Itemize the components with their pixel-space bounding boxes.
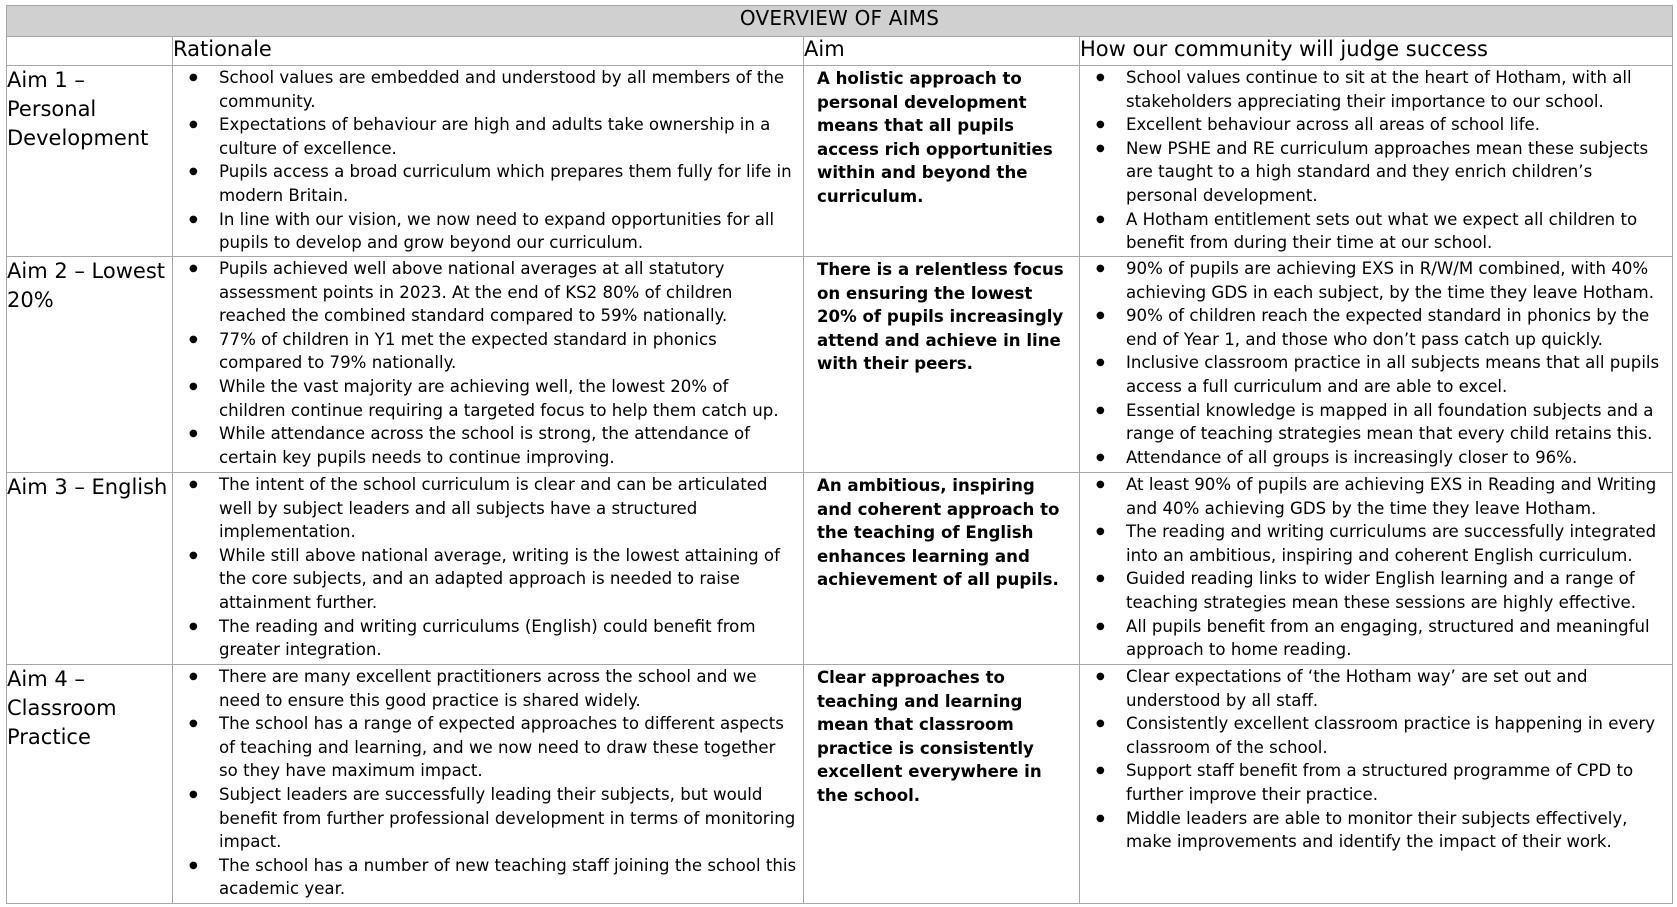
rationale-list	[173, 66, 803, 255]
rationale-item: ● There are many excellent practitioners across the school and we need to ensure this good practice is shared widely.	[173, 665, 803, 712]
success-cell	[1080, 473, 1673, 665]
aim-label: Aim 3 – English	[7, 473, 173, 665]
rationale-item: ● While the vast majority are achieving well, the lowest 20% of children continue requiring a targeted focus to help them catch up.	[173, 375, 803, 422]
rationale-item: ● The reading and writing curriculums (English) could benefit from greater integration.	[173, 615, 803, 662]
rationale-list	[173, 473, 803, 662]
header-aim: Aim	[804, 37, 1080, 66]
success-list	[1080, 257, 1672, 469]
header-rationale: Rationale	[173, 37, 804, 66]
rationale-item: ● 77% of children in Y1 met the expected standard in phonics compared to 79% nationally.	[173, 328, 803, 375]
aim-cell	[804, 66, 1080, 257]
success-item: ● Guided reading links to wider English learning and a range of teaching strategies mean these sessions are highly effective.	[1080, 567, 1672, 614]
rationale-cell	[173, 665, 804, 904]
success-list	[1080, 66, 1672, 255]
rationale-item: ● The intent of the school curriculum is clear and can be articulated well by subject leaders and all subjects have a structured implementation.	[173, 473, 803, 544]
success-item: ● Attendance of all groups is increasingly closer to 96%.	[1080, 446, 1672, 470]
aim-label: Aim 1 – Personal Development	[7, 66, 173, 257]
success-item: ● New PSHE and RE curriculum approaches mean these subjects are taught to a high standard and they enrich children’s personal development.	[1080, 137, 1672, 208]
success-cell	[1080, 66, 1673, 257]
success-item: ● The reading and writing curriculums are successfully integrated into an ambitious, inspiring and coherent English curriculum.	[1080, 520, 1672, 567]
aim-label: Aim 4 – Classroom Practice	[7, 665, 173, 904]
aim-statement: A holistic approach to personal development means that all pupils access rich opportunities within and beyond the curriculum.	[817, 69, 1053, 206]
aim-cell	[804, 257, 1080, 473]
success-item: ● Inclusive classroom practice in all subjects means that all pupils access a full curriculum and are able to excel.	[1080, 351, 1672, 398]
rationale-item: ● Subject leaders are successfully leading their subjects, but would benefit from further professional development in terms of monitoring impact.	[173, 783, 803, 854]
aim-statement: Clear approaches to teaching and learning mean that classroom practice is consistently excellent everywhere in the school.	[817, 668, 1042, 805]
aim-row	[7, 665, 1673, 904]
success-item: ● Support staff benefit from a structured programme of CPD to further improve their practice.	[1080, 759, 1672, 806]
rationale-item: ● School values are embedded and understood by all members of the community.	[173, 66, 803, 113]
success-item: ● Middle leaders are able to monitor their subjects effectively, make improvements and identify the impact of their work.	[1080, 807, 1672, 854]
rationale-list	[173, 257, 803, 469]
success-item: ● 90% of pupils are achieving EXS in R/W/M combined, with 40% achieving GDS in each subject, by the time they leave Hotham.	[1080, 257, 1672, 304]
rationale-item: ● Pupils access a broad curriculum which prepares them fully for life in modern Britain.	[173, 160, 803, 207]
success-item: ● Excellent behaviour across all areas of school life.	[1080, 113, 1672, 137]
success-item: ● Consistently excellent classroom practice is happening in every classroom of the school.	[1080, 712, 1672, 759]
success-list	[1080, 665, 1672, 854]
header-success: How our community will judge success	[1080, 37, 1673, 66]
success-item: ● At least 90% of pupils are achieving EXS in Reading and Writing and 40% achieving GDS by the time they leave Hotham.	[1080, 473, 1672, 520]
rationale-cell	[173, 66, 804, 257]
rationale-cell	[173, 473, 804, 665]
rationale-item: ● While attendance across the school is strong, the attendance of certain key pupils needs to continue improving.	[173, 422, 803, 469]
rationale-item: ● Pupils achieved well above national averages at all statutory assessment points in 2023. At the end of KS2 80% of children reached the combined standard compared to 59% nationally.	[173, 257, 803, 328]
aim-row	[7, 257, 1673, 473]
rationale-item: ● Expectations of behaviour are high and adults take ownership in a culture of excellence.	[173, 113, 803, 160]
success-cell	[1080, 665, 1673, 904]
rationale-item: ● The school has a number of new teaching staff joining the school this academic year.	[173, 854, 803, 901]
rationale-item: ● While still above national average, writing is the lowest attaining of the core subjects, and an adapted approach is needed to raise attainment further.	[173, 544, 803, 615]
aim-cell	[804, 473, 1080, 665]
success-list	[1080, 473, 1672, 662]
aim-row	[7, 473, 1673, 665]
aim-row	[7, 66, 1673, 257]
aims-overview-table	[6, 5, 1673, 904]
header-label	[7, 37, 173, 66]
table-title: OVERVIEW OF AIMS	[7, 6, 1673, 37]
success-item: ● All pupils benefit from an engaging, structured and meaningful approach to home reading.	[1080, 615, 1672, 662]
success-item: ● School values continue to sit at the heart of Hotham, with all stakeholders appreciating their importance to our school.	[1080, 66, 1672, 113]
aim-label: Aim 2 – Lowest 20%	[7, 257, 173, 473]
rationale-list	[173, 665, 803, 901]
success-item: ● Essential knowledge is mapped in all foundation subjects and a range of teaching strategies mean that every child retains this.	[1080, 399, 1672, 446]
rationale-cell	[173, 257, 804, 473]
success-item: ● A Hotham entitlement sets out what we expect all children to benefit from during their time at our school.	[1080, 208, 1672, 255]
rationale-item: ● In line with our vision, we now need to expand opportunities for all pupils to develop and grow beyond our curriculum.	[173, 208, 803, 255]
success-cell	[1080, 257, 1673, 473]
header-row	[7, 37, 1673, 66]
aim-statement: There is a relentless focus on ensuring the lowest 20% of pupils increasingly attend and achieve in line with their peers.	[817, 260, 1064, 374]
aim-statement: An ambitious, inspiring and coherent approach to the teaching of English enhances learning and achievement of all pupils.	[817, 476, 1060, 590]
title-row	[7, 6, 1673, 37]
rationale-item: ● The school has a range of expected approaches to different aspects of teaching and learning, and we now need to draw these together so they have maximum impact.	[173, 712, 803, 783]
aim-cell	[804, 665, 1080, 904]
success-item: ● Clear expectations of ‘the Hotham way’ are set out and understood by all staff.	[1080, 665, 1672, 712]
success-item: ● 90% of children reach the expected standard in phonics by the end of Year 1, and those who don’t pass catch up quickly.	[1080, 304, 1672, 351]
